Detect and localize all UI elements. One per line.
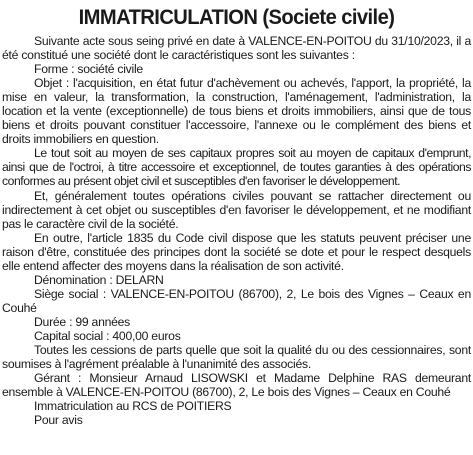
paragraph-capitaux: Le tout soit au moyen de ses capitaux propres soit au moyen de capitaux d'emprunt, ainsi que de l'octroi, à titre accessoire et exceptionnel, de toutes garanties à des opérations conformes au présent objet civil et susceptibles d'en favoriser le développement. — [2, 146, 471, 189]
paragraph-capital-social: Capital social : 400,00 euros — [34, 328, 181, 343]
notice-title: IMMATRICULATION (Societe civile) — [78, 6, 395, 29]
paragraph-operations: Et, généralement toutes opérations civiles pouvant se rattacher directement ou indirectement à cet objet ou susceptibles d'en favoriser le développement, et ne modifiant pas le caractère civil de la société. — [2, 188, 471, 231]
paragraph-pour-avis: Pour avis — [34, 413, 83, 428]
paragraph-cessions: Toutes les cessions de parts quelle que soit la qualité du ou des cessionnaires, sont soumises à l'agrément préalable à l'unanimité des associés. — [2, 343, 471, 372]
paragraph-forme: Forme : société civile — [34, 62, 143, 77]
paragraph-objet: Objet : l'acquisition, en état futur d'achèvement ou achevés, l'apport, la propriété, la mise en valeur, la transformation, la construction, l'aménagement, l'administration, la location et la vente (exceptionnelle) de tous biens et droits immobiliers, ainsi que de tous biens et droits pouvant constituer l'accessoire, l'annexe ou le complément des biens et droits immobiliers en question. — [2, 76, 471, 147]
notice-body — [2, 34, 471, 427]
paragraph-intro: Suivante acte sous seing privé en date à VALENCE-EN-POITOU du 31/10/2023, il a été constitué une société dont le caractéristiques sont les suivantes : — [2, 34, 471, 63]
paragraph-denomination: Dénomination : DELARN — [34, 272, 164, 287]
paragraph-siege-social: Siège social : VALENCE-EN-POITOU (86700), 2, Le bois des Vignes – Ceaux en Couhé — [2, 286, 471, 315]
paragraph-immatriculation: Immatriculation au RCS de POITIERS — [34, 399, 232, 414]
paragraph-duree: Durée : 99 années — [34, 314, 131, 329]
paragraph-raison-etre: En outre, l'article 1835 du Code civil dispose que les statuts peuvent préciser une raison d'être, constituée des principes dont la société se dote et pour le respect desquels elle entend affecter des moyens dans la réalisation de son activité. — [2, 230, 471, 273]
paragraph-gerant: Gérant : Monsieur Arnaud LISOWSKI et Madame Delphine RAS demeurant ensemble à VALENCE-EN-POITOU (86700), 2, Le bois des Vignes – Ceaux en Couhé — [2, 371, 471, 400]
